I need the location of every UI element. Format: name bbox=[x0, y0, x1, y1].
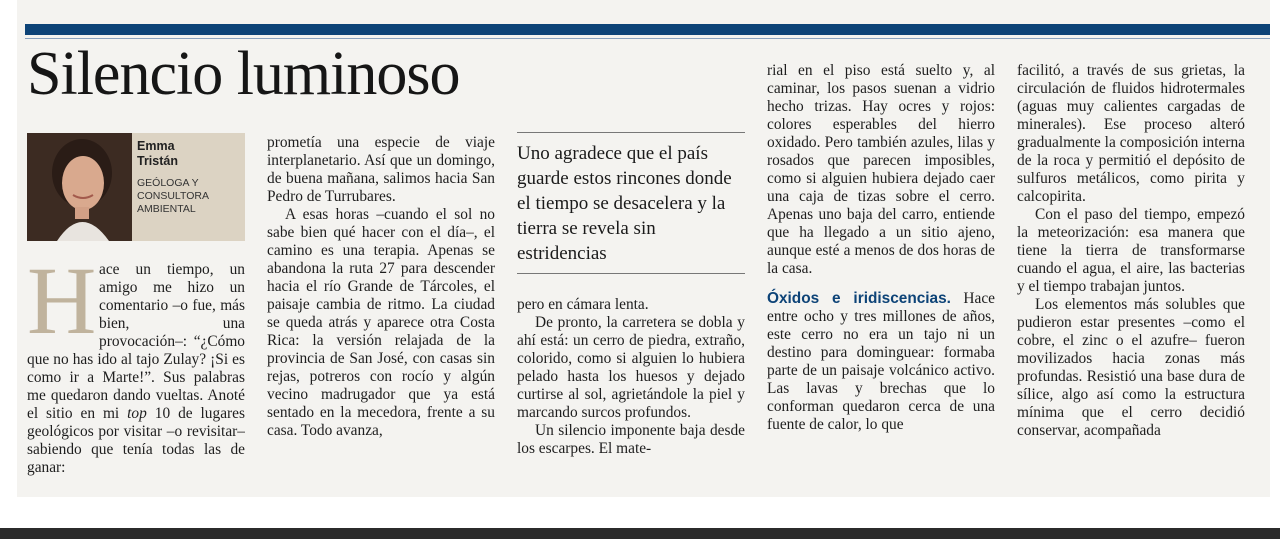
paragraph: Los elementos más solubles que pudieron estar presentes –como el cobre, el zinc o el azufre– fueron movilizados hacia zonas más profundas. Resistió una base dura de sílice, algo así como la estructura mínima que el cerro decidió conservar, acompañada bbox=[1017, 296, 1245, 439]
column-3 bbox=[517, 296, 745, 497]
paragraph: Un silencio imponente baja desde los escarpes. El mate- bbox=[517, 422, 745, 457]
paragraph-text: 10 de lugares geológicos por visitar –o revisitar– sabiendo que tenía todas las de ganar: bbox=[27, 405, 245, 476]
paragraph bbox=[767, 290, 995, 434]
author-name bbox=[137, 139, 241, 169]
paragraph: rial en el piso está suelto y, al caminar, los pasos suenan a vidrio hecho trizas. Hay ocres y rojos: colores esperables del hierro oxidado. Pero también azules, lilas y rosados que parecen imposibles, como si alguien hubiera dejado caer una caja de tizas sobre el cerro. Apenas uno baja del carro, entiende que ha llegado a un sitio ajeno, aunque esté a menos de dos horas de la casa. bbox=[767, 62, 995, 277]
author-role bbox=[137, 177, 243, 216]
column-4 bbox=[767, 62, 995, 497]
paragraph: pero en cámara lenta. bbox=[517, 296, 649, 313]
author-last-name: Tristán bbox=[137, 154, 178, 168]
paragraph: prometía una especie de viaje interplanetario. Así que un domingo, de buena mañana, salimos hacia San Pedro de Turrubares. bbox=[267, 134, 495, 205]
paragraph-text: ace un tiempo, un amigo me hizo un comentario –o fue, más bien, una provocación–: “¿Cómo que no has ido al tajo Zulay? ¡Si es como ir a Marte!”. Sus palabras me quedaron dando vueltas. Anoté el sitio en mi bbox=[27, 261, 245, 422]
paragraph-text: Hace entre ocho y tres millones de años, este cerro no era un tajo ni un destino para dominguear: formaba parte de un paisaje volcánico activo. Las lavas y brechas que lo conforman quedaron cerca de una fuente de calor, lo que bbox=[767, 290, 995, 433]
paragraph: A esas horas –cuando el sol no sabe bien qué hacer con el día–, el camino es una terapia. Apenas se abandona la ruta 27 para descender hacia el río Grande de Tárcoles, el paisaje cambia de ritmo. La ciudad se queda atrás y aparece otra Costa Rica: la versión relajada de la provincia de San José, con casas sin rejas, potreros con rocío y algún vecino madrugador que ya está sentado en la mecedora, frente a su casa. Todo avanza, bbox=[267, 206, 495, 439]
paragraph: De pronto, la carretera se dobla y ahí está: un cerro de piedra, extraño, colorido, como si alguien lo hubiera pelado hasta los huesos y dejado curtirse al sol, agrietándole la piel y marcando surcos profundos. bbox=[517, 314, 745, 421]
paragraph bbox=[27, 261, 245, 477]
headline: Silencio luminoso bbox=[27, 40, 460, 108]
column-1 bbox=[27, 261, 245, 497]
paragraph: Con el paso del tiempo, empezó la meteorización: esa manera que tiene la tierra de transformarse cuando el agua, el aire, las bacterias y el tiempo trabajan juntos. bbox=[1017, 206, 1245, 295]
pull-quote bbox=[517, 132, 745, 274]
emphasis-text: top bbox=[127, 405, 147, 422]
author-role-line: CONSULTORA bbox=[137, 190, 209, 202]
author-box bbox=[27, 133, 245, 241]
thin-rule bbox=[25, 38, 1270, 39]
drop-cap: H bbox=[27, 261, 97, 354]
column-5 bbox=[1017, 62, 1245, 497]
author-role-line: GEÓLOGA Y bbox=[137, 177, 199, 189]
column-2 bbox=[267, 134, 495, 497]
top-rule bbox=[25, 24, 1270, 35]
author-photo bbox=[27, 133, 132, 241]
pull-quote-text: Uno agradece que el país guarde estos rincones donde el tiempo se desacelera y la tierra se revela sin estridencias bbox=[517, 143, 732, 264]
author-first-name: Emma bbox=[137, 139, 175, 153]
newspaper-page bbox=[17, 0, 1270, 497]
author-role-line: AMBIENTAL bbox=[137, 203, 196, 215]
section-subhead: Óxidos e iridiscencias. bbox=[767, 290, 951, 307]
bottom-bar bbox=[0, 528, 1280, 539]
paragraph: facilitó, a través de sus grietas, la circulación de fluidos hidrotermales (aguas muy calientes cargadas de minerales). Ese proceso alteró gradualmente la composición interna de la roca y permitió el depósito de sulfuros metálicos, como pirita y calcopirita. bbox=[1017, 62, 1245, 205]
